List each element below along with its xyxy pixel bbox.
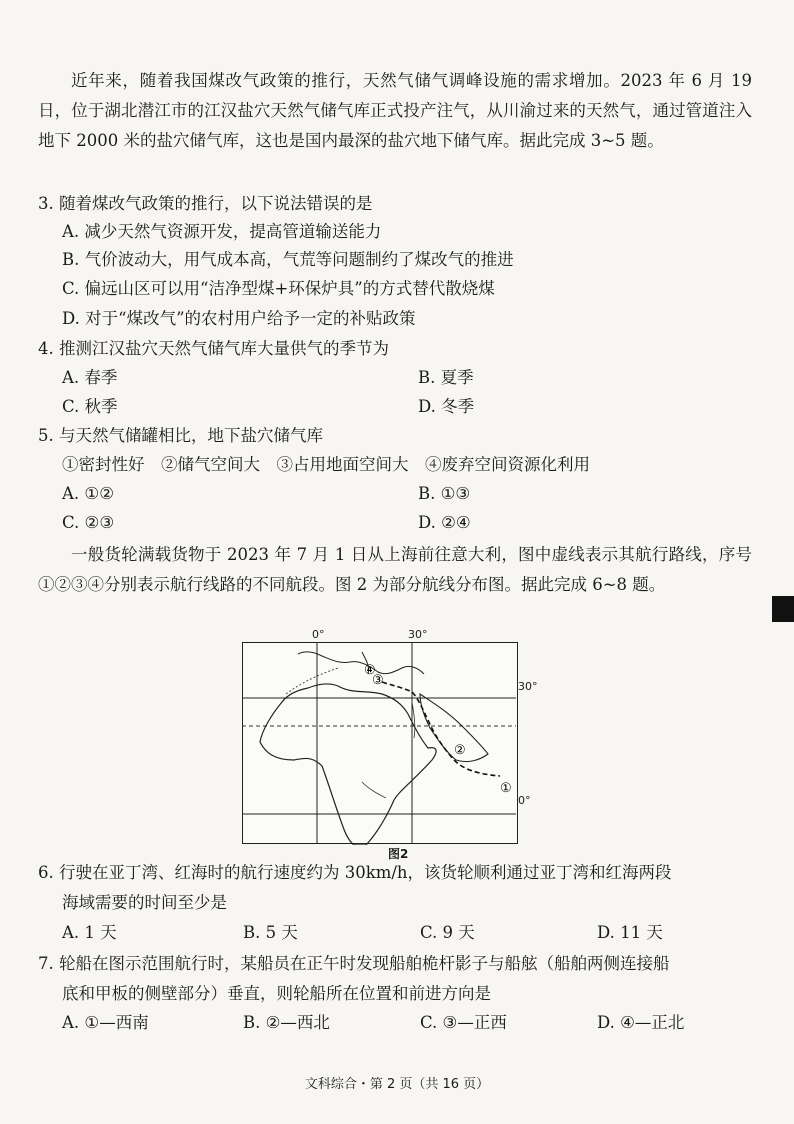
question-7-option-d: D. ④—正北: [597, 1013, 685, 1032]
segment-label-4: ④: [364, 663, 376, 678]
question-6-stem-line2: 海域需要的时间至少是: [62, 893, 227, 912]
passage-shipping-route: 一般货轮满载货物于 2023 年 7 月 1 日从上海前往意大利，图中虚线表示其航行路线，序号①②③④分别表示航行线路的不同航段。图 2 为部分航线分布图。据此完成 6~8 题。: [38, 545, 752, 594]
question-6-option-b: B. 5 天: [243, 923, 298, 942]
lon-0-label: 0°: [312, 628, 325, 641]
question-4-option-d: D. 冬季: [418, 397, 475, 416]
question-7-option-b: B. ②—西北: [243, 1013, 330, 1032]
atlantic-route: [286, 668, 338, 694]
map-drawing: [242, 642, 519, 845]
question-6-option-d: D. 11 天: [597, 923, 663, 942]
question-3-option-c: C. 偏远山区可以用“洁净型煤+环保炉具”的方式替代散烧煤: [62, 279, 495, 298]
question-7-stem-line2: 底和甲板的侧壁部分）垂直，则轮船所在位置和前进方向是: [62, 984, 491, 1003]
question-5-option-b: B. ①③: [418, 484, 471, 503]
segment-label-2: ②: [454, 743, 466, 758]
question-3-option-a: A. 减少天然气资源开发，提高管道输送能力: [62, 222, 382, 241]
question-7-option-a: A. ①—西南: [62, 1013, 149, 1032]
question-7-option-c: C. ③—正西: [420, 1013, 507, 1032]
question-4-option-a: A. 春季: [62, 368, 118, 387]
question-3-option-d: D. 对于“煤改气”的农村用户给予一定的补贴政策: [62, 309, 416, 328]
lat-0-label: 0°: [518, 794, 531, 807]
question-4-option-c: C. 秋季: [62, 397, 118, 416]
segment-label-1: ①: [500, 781, 512, 796]
question-3-stem: 3. 随着煤改气政策的推行，以下说法错误的是: [38, 194, 373, 213]
page-footer: 文科综合・第 2 页（共 16 页）: [304, 1077, 490, 1092]
question-3-option-b: B. 气价波动大，用气成本高，气荒等问题制约了煤改气的推进: [62, 250, 514, 269]
question-6-option-c: C. 9 天: [420, 923, 475, 942]
passage-gas-storage: 近年来，随着我国煤改气政策的推行，天然气储气调峰设施的需求增加。2023 年 6 月 19 日，位于湖北潜江市的江汉盐穴天然气储气库正式投产注气，从川渝过来的天然气，通过管道注入地下 2000 米的盐穴储气库，这也是国内最深的盐穴地下储气库。据此完成 3~5 题。: [38, 71, 752, 150]
question-7-stem-line1: 7. 轮船在图示范围航行时，某船员在正午时发现船舶桅杆影子与船舷（船舶两侧连接船: [38, 954, 670, 973]
question-6-option-a: A. 1 天: [62, 923, 117, 942]
congo-river: [362, 782, 386, 798]
figure-caption: 图2: [388, 847, 409, 861]
question-5-option-a: A. ①②: [62, 484, 114, 503]
question-5-option-d: D. ②④: [418, 513, 471, 532]
segment-label-3: ③: [372, 673, 384, 688]
question-5-statements: ①密封性好 ②储气空间大 ③占用地面空间大 ④废弃空间资源化利用: [62, 455, 590, 474]
africa-coastline: [260, 684, 436, 845]
lon-30-label: 30°: [408, 628, 428, 641]
page-edge-marker: [772, 596, 794, 622]
question-5-stem: 5. 与天然气储罐相比，地下盐穴储气库: [38, 426, 323, 445]
question-4-stem: 4. 推测江汉盐穴天然气储气库大量供气的季节为: [38, 339, 389, 358]
lat-30-label: 30°: [518, 680, 538, 693]
ship-route-dashed: [382, 682, 500, 776]
question-6-stem-line1: 6. 行驶在亚丁湾、红海时的航行速度约为 30km/h，该货轮顺利通过亚丁湾和红海两段: [38, 863, 672, 882]
question-4-option-b: B. 夏季: [418, 368, 474, 387]
question-5-option-c: C. ②③: [62, 513, 115, 532]
